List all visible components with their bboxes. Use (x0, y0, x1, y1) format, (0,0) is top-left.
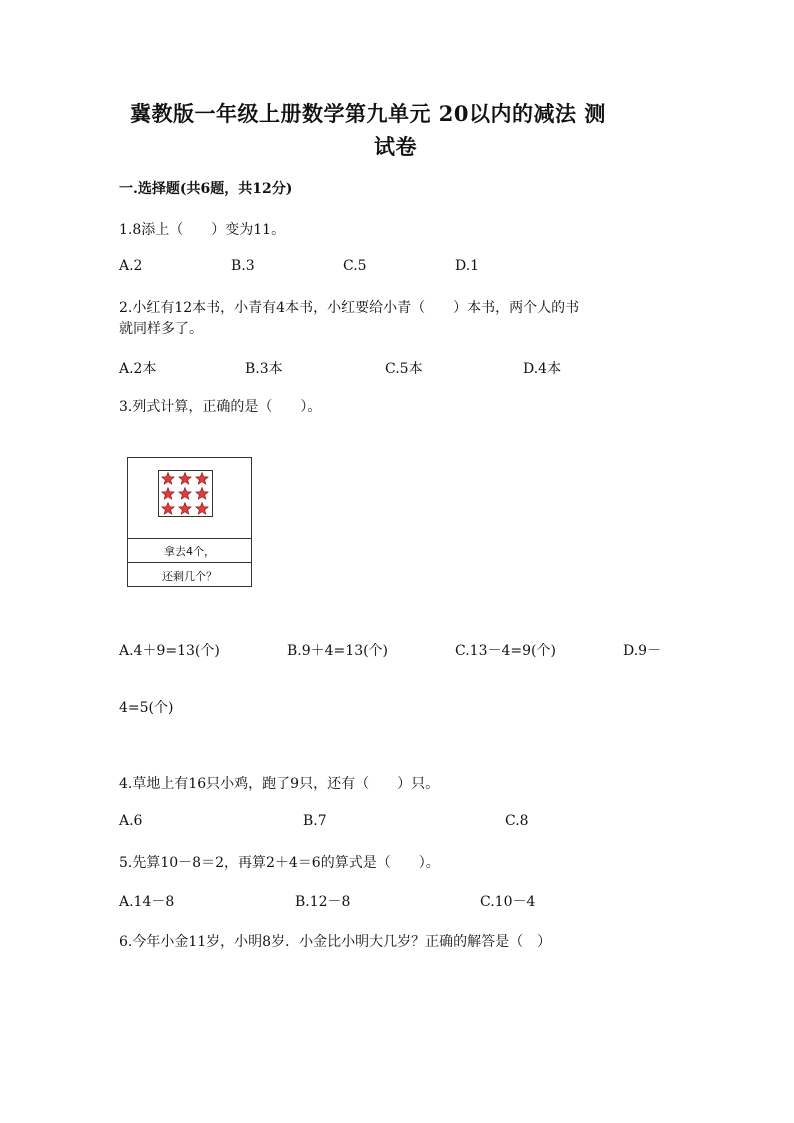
question-3-option-a: A.4＋9=13(个) (119, 643, 220, 659)
question-1-option-a: A.2 (119, 258, 143, 274)
question-2-option-b: B.3本 (245, 361, 283, 377)
star-icon (196, 473, 208, 485)
question-1-option-d: D.1 (455, 258, 480, 274)
question-4-option-b: B.7 (303, 813, 327, 829)
question-4-option-c: C.8 (505, 813, 529, 829)
question-5-stem: 5.先算10－8＝2，再算2＋4＝6的算式是（ ）。 (119, 855, 440, 871)
question-3-stem: 3.列式计算，正确的是（ ）。 (119, 399, 322, 415)
figure-row-take-away-text: 拿去4个， (164, 545, 215, 558)
question-2-option-a: A.2本 (119, 361, 157, 377)
question-2-stem-line1: 2.小红有12本书，小青有4本书，小红要给小青（ ）本书，两个人的书 (119, 300, 580, 316)
section-heading: 一.选择题(共6题，共12分) (119, 181, 293, 197)
question-3-option-d-wrap: 4=5(个) (119, 700, 174, 716)
question-3-option-b: B.9＋4=13(个) (287, 643, 389, 659)
question-5-option-a: A.14－8 (119, 894, 175, 910)
question-3-option-c: C.13－4=9(个) (455, 643, 556, 659)
question-3-option-d: D.9－ (623, 643, 662, 659)
question-4-stem: 4.草地上有16只小鸡，跑了9只，还有（ ）只。 (119, 776, 440, 792)
figure-row-remaining (128, 563, 251, 586)
star-icon (179, 503, 191, 515)
question-1-option-c: C.5 (343, 258, 367, 274)
question-6-stem: 6.今年小金11岁，小明8岁．小金比小明大几岁？正确的解答是（ ） (119, 934, 552, 950)
question-2-option-c: C.5本 (385, 361, 423, 377)
question-2-stem-line2: 就同样多了。 (119, 321, 203, 337)
star-icon (179, 488, 191, 500)
star-icon (196, 503, 208, 515)
star-icon (196, 488, 208, 500)
page-title-line1: 冀教版一年级上册数学第九单元 20以内的减法 测 (130, 101, 606, 126)
question-1-stem: 1.8添上（ ）变为11。 (119, 222, 286, 238)
star-grid-svg (159, 471, 212, 516)
page-title-line2: 试卷 (374, 134, 417, 159)
star-icon (162, 473, 174, 485)
question-2-option-d: D.4本 (523, 361, 562, 377)
star-icon (162, 503, 174, 515)
figure-row-take-away (128, 538, 251, 563)
star-icon (162, 488, 174, 500)
question-4-option-a: A.6 (119, 813, 143, 829)
question-5-option-c: C.10－4 (480, 894, 536, 910)
figure-star-panel (128, 458, 251, 539)
question-3-figure (127, 457, 252, 587)
star-grid (158, 470, 213, 517)
star-icon (179, 473, 191, 485)
figure-row-remaining-text: 还剩几个？ (162, 570, 217, 583)
question-5-option-b: B.12－8 (295, 894, 351, 910)
question-1-option-b: B.3 (231, 258, 255, 274)
